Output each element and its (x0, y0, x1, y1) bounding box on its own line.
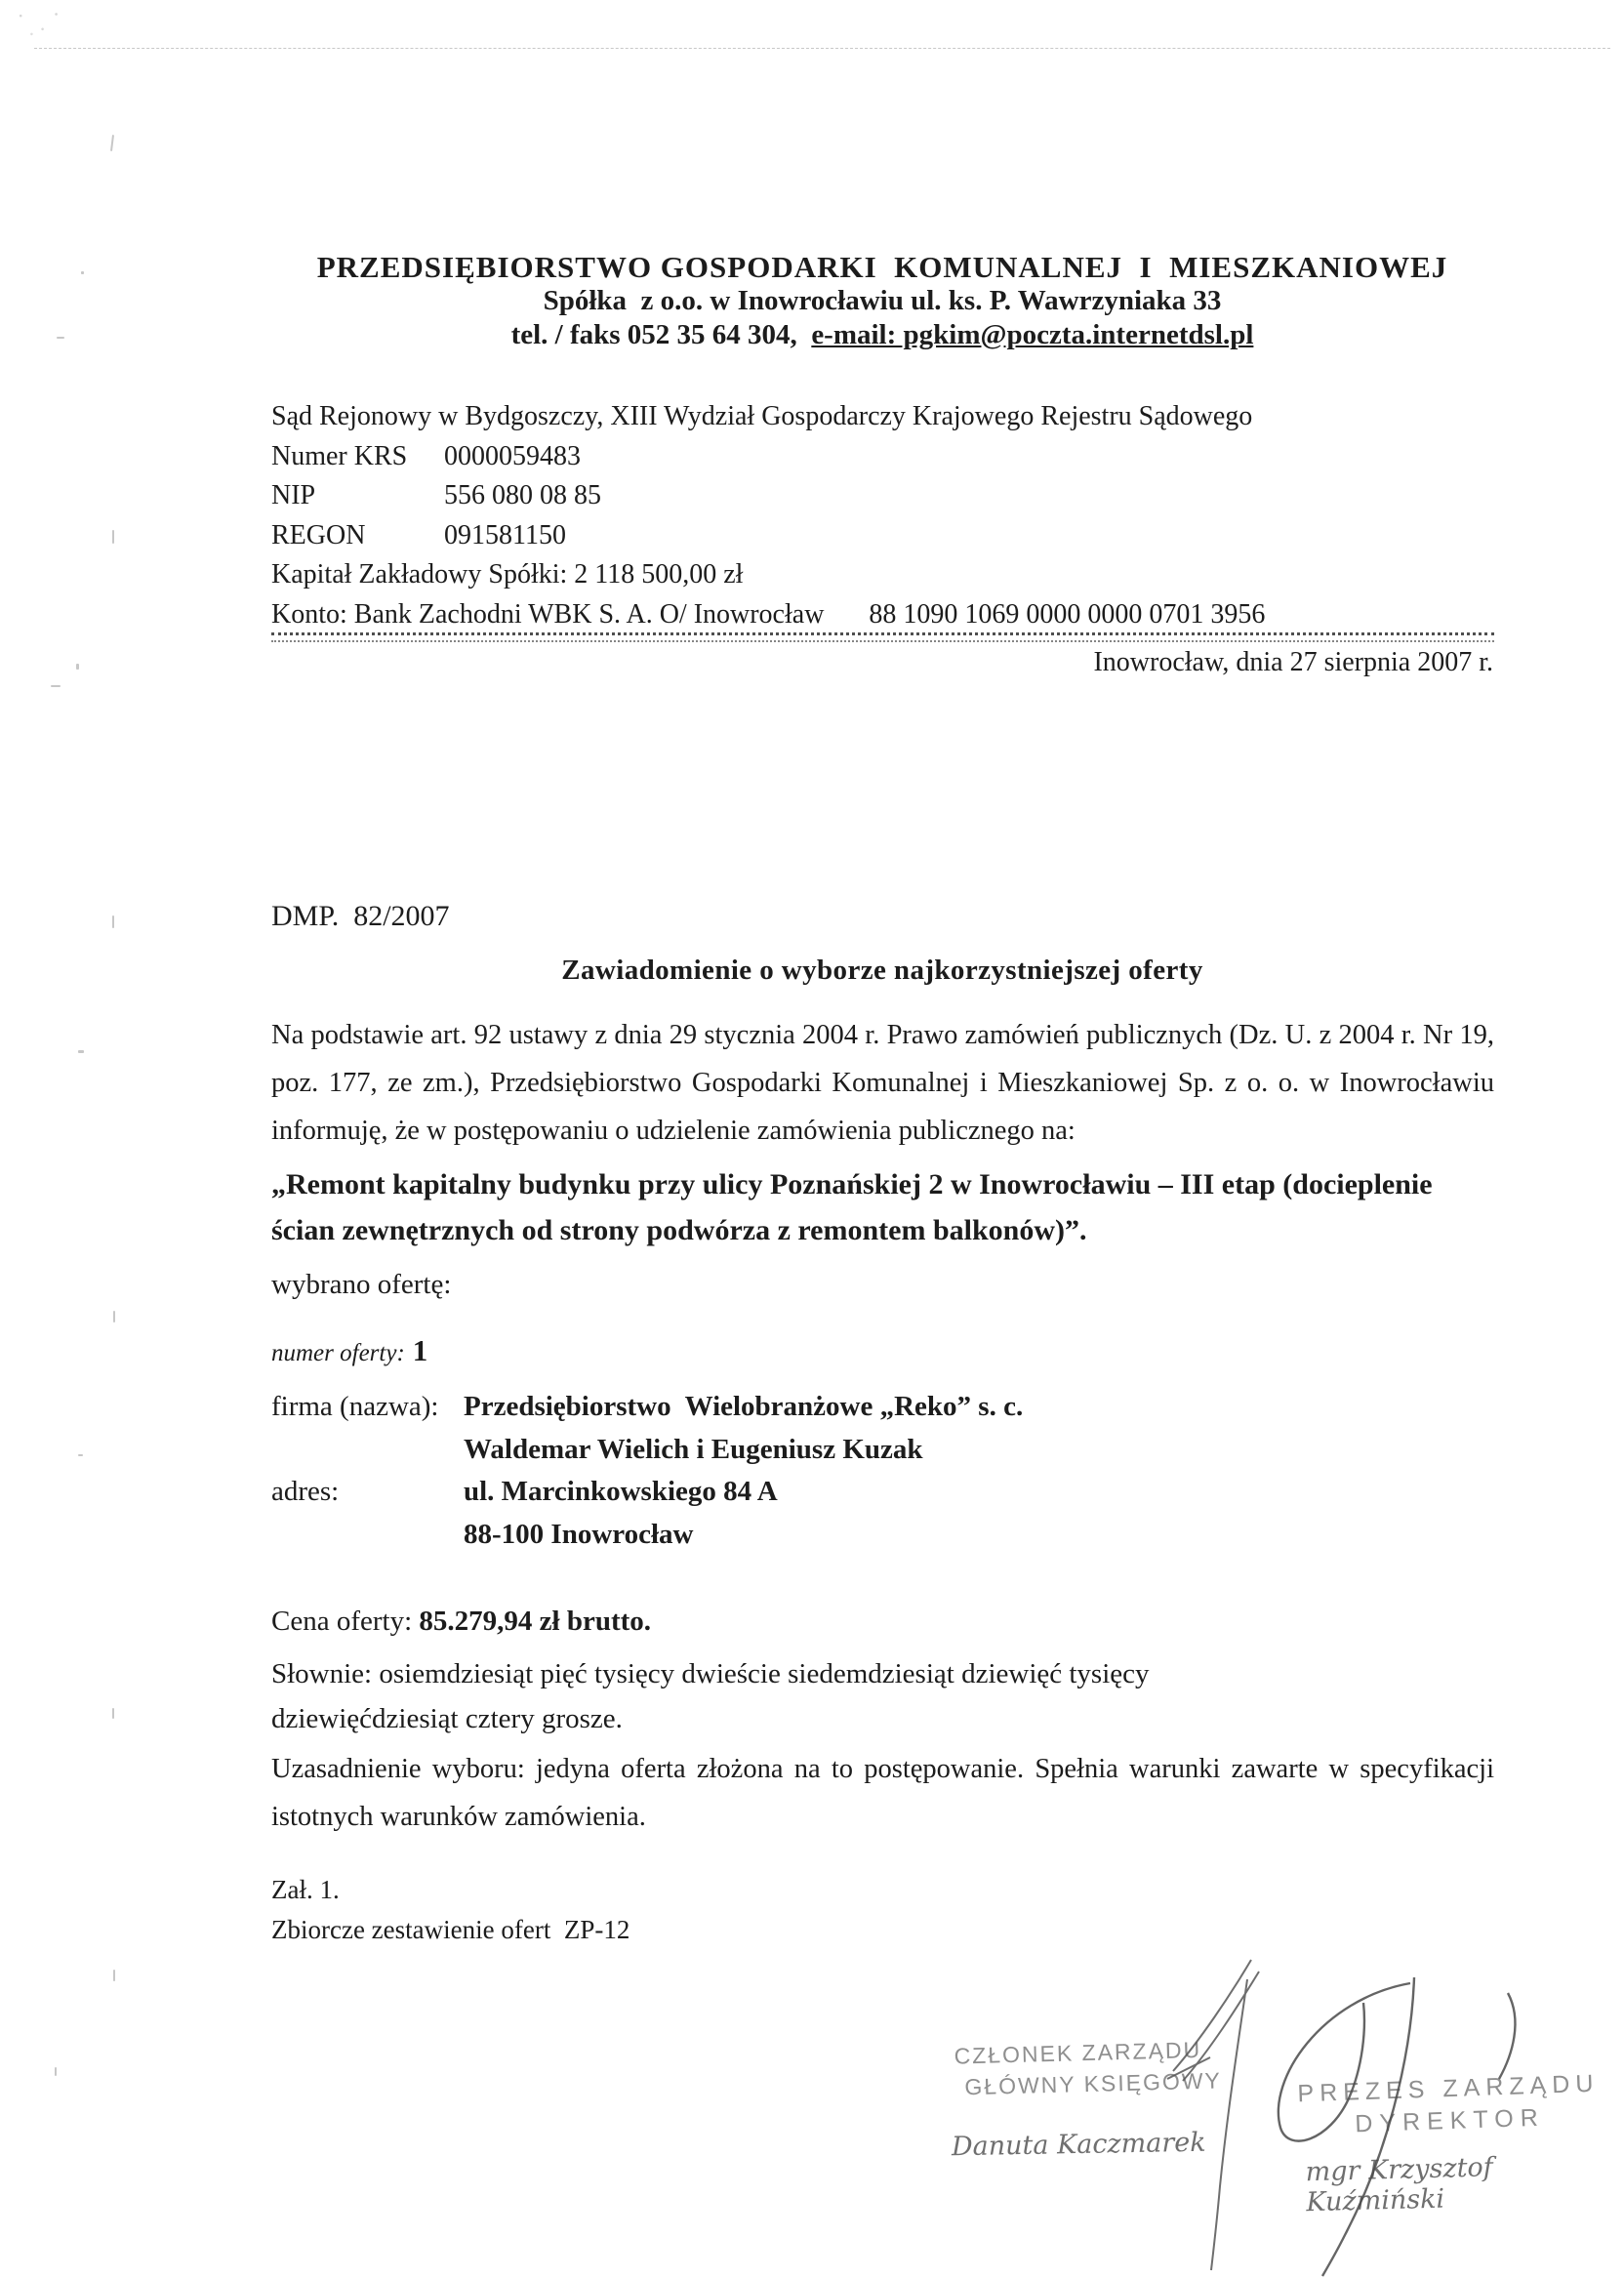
offer-number-line (271, 1333, 427, 1368)
nip-line (271, 476, 1501, 516)
justification-paragraph: Uzasadnienie wyboru: jedyna oferta złożona na to postępowanie. Spełnia warunki zawarte w specyfikacji istotnych warunków zamówienia. (271, 1754, 1494, 1832)
signature-stroke-right (1279, 1977, 1516, 2276)
price-value: 85.279,94 zł brutto. (419, 1606, 652, 1637)
spacer-cell (271, 1514, 464, 1557)
intro-paragraph: Na podstawie art. 92 ustawy z dnia 29 stycznia 2004 r. Prawo zamówień publicznych (Dz. U. z 2004 r. Nr 19, poz. 177, ze zm.), Przedsiębiorstwo Gospodarki Komunalnej i Mieszkaniowej Sp. z o. o. w Inowrocławiu informuję, że w postępowaniu o udzielenie zamówienia publicznego na: (271, 1020, 1494, 1146)
stamp-right-title1: PREZES ZARZĄDU (1297, 2069, 1600, 2108)
company-name: PRZEDSIĘBIORSTWO GOSPODARKI KOMUNALNEJ I MIESZKANIOWEJ (316, 250, 1448, 284)
attachment-line2: Zbiorcze zestawienie ofert ZP-12 (271, 1915, 630, 1944)
scan-speckle (113, 1970, 115, 1981)
address-label: adres: (271, 1476, 340, 1507)
registry-info (271, 397, 1501, 634)
price-label: Cena oferty: (271, 1606, 420, 1637)
regon-value: 091581150 (444, 519, 566, 550)
stamp-right-title2: DYREKTOR (1354, 2103, 1546, 2138)
spacer-cell (271, 1429, 464, 1472)
firm-name-line2: Waldemar Wielich i Eugeniusz Kuzak (464, 1433, 923, 1465)
scan-speckle (78, 1454, 83, 1456)
scan-speckle (57, 337, 64, 339)
attachment-note (271, 1870, 629, 1950)
winner-details (271, 1386, 1501, 1556)
krs-value: 0000059483 (444, 440, 581, 471)
krs-line (271, 437, 1501, 477)
regon-label: REGON (271, 519, 366, 550)
offer-number-value: 1 (412, 1333, 428, 1367)
price-in-words (271, 1651, 1494, 1741)
regon-line (271, 516, 1501, 556)
letterhead (271, 250, 1493, 352)
scan-speckle (110, 135, 114, 151)
signature-name-right: mgr Krzysztof Kuźmiński (1305, 2152, 1494, 2218)
attachment-line1: Zał. 1. (271, 1875, 340, 1904)
date-line: Inowrocław, dnia 27 sierpnia 2007 r. (1093, 647, 1493, 677)
account-number: 88 1090 1069 0000 0000 0701 3956 (869, 598, 1266, 630)
chosen-offer-label: wybrano ofertę: (271, 1269, 452, 1300)
scan-speckle (113, 1311, 115, 1322)
phone-fax: tel. / faks 052 35 64 304, (510, 319, 812, 350)
scan-speckle (112, 1708, 114, 1719)
scan-speckle (51, 685, 61, 687)
letter-title: Zawiadomienie o wyborze najkorzystniejszej oferty (561, 955, 1203, 986)
offer-number-label: numer oferty: (271, 1340, 405, 1366)
scan-speckle (112, 915, 114, 928)
email-address: e-mail: pgkim@poczta.internetdsl.pl (811, 319, 1254, 350)
nip-label: NIP (271, 480, 316, 510)
signature-name-left: Danuta Kaczmarek (951, 2127, 1206, 2163)
handwritten-signatures (878, 1942, 1624, 2278)
dotted-separator (271, 632, 1494, 642)
stamp-left-title1: CZŁONEK ZARZĄDU (954, 2036, 1202, 2069)
firm-label: firma (nazwa): (271, 1391, 439, 1422)
scan-speckle (55, 2067, 57, 2076)
price-line (271, 1606, 651, 1638)
capital-line: Kapitał Zakładowy Spółki: 2 118 500,00 zł (271, 559, 744, 590)
krs-label: Numer KRS (271, 440, 408, 471)
firm-name-line1: Przedsiębiorstwo Wielobranżowe „Reko” s. c. (464, 1391, 1024, 1422)
stamp-left-title2: GŁÓWNY KSIĘGOWY (964, 2067, 1223, 2100)
price-words-line1: Słownie: osiemdziesiąt pięć tysięcy dwieście siedemdziesiąt dziewięć tysięcy (271, 1658, 1150, 1689)
company-address: Spółka z o.o. w Inowrocławiu ul. ks. P. Wawrzyniaka 33 (543, 285, 1222, 316)
subject-paragraph: „Remont kapitalny budynku przy ulicy Poznańskiej 2 w Inowrocławiu – III etap (docieplenie ścian zewnętrznych od strony podwórza z remontem balkonów)”. (271, 1168, 1433, 1246)
address-line1: ul. Marcinkowskiego 84 A (464, 1476, 778, 1507)
company-contact (271, 318, 1493, 352)
scan-artifact (10, 6, 64, 39)
scan-artifact (34, 48, 1610, 49)
scan-speckle (81, 271, 84, 274)
account-label: Konto: Bank Zachodni WBK S. A. O/ Inowrocław (271, 598, 825, 630)
signature-stroke-left (1167, 1960, 1259, 2270)
nip-value: 556 080 08 85 (444, 480, 601, 510)
address-line2: 88-100 Inowrocław (464, 1518, 694, 1550)
court-line: Sąd Rejonowy w Bydgoszczy, XIII Wydział Gospodarczy Krajowego Rejestru Sądowego (271, 401, 1253, 431)
account-line (271, 595, 1501, 635)
scan-speckle (112, 530, 114, 544)
reference-number: DMP. 82/2007 (271, 900, 450, 932)
scan-speckle (76, 664, 79, 670)
price-words-line2: dziewięćdziesiąt cztery grosze. (271, 1703, 623, 1734)
scan-speckle (78, 1050, 84, 1053)
